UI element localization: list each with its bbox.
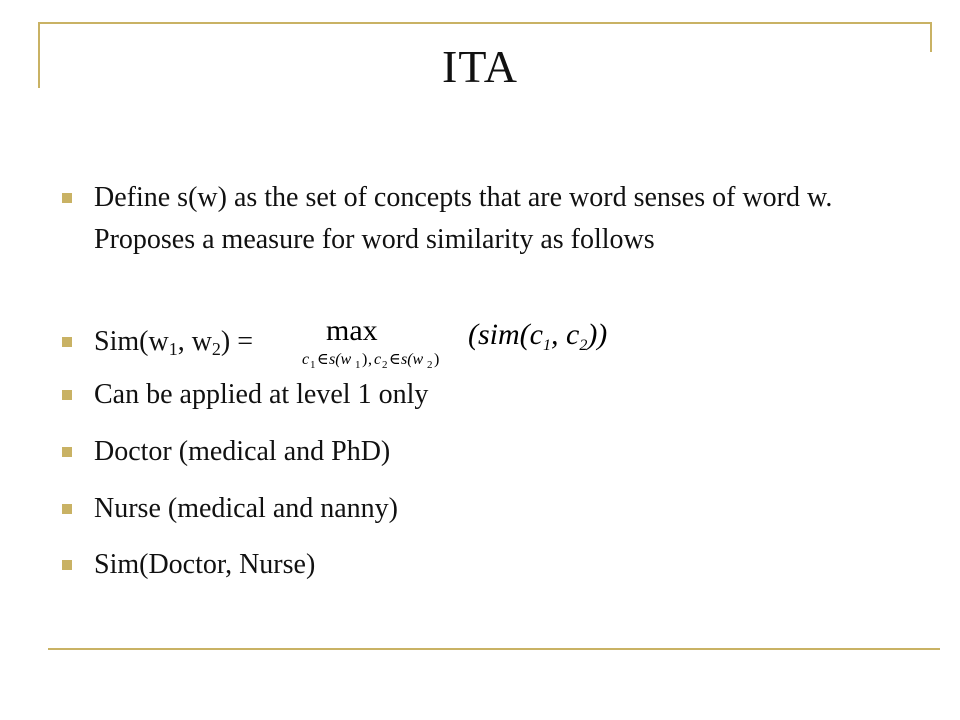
formula-s-close-2: ) [434, 351, 440, 368]
sim-mid: , w [177, 326, 212, 357]
bottom-border-line [48, 648, 940, 650]
max-operator: max [326, 314, 378, 347]
slide-title: ITA [442, 41, 518, 92]
formula-c2: c [374, 351, 382, 368]
max-formula [268, 306, 668, 380]
bullet-nurse: Nurse (medical and nanny) [94, 493, 398, 524]
formula-body [468, 318, 607, 354]
sim-sub-1: 1 [168, 339, 178, 359]
formula-in-2: ∈ [389, 351, 401, 368]
top-border-line [38, 22, 932, 24]
sim-suffix: ) = [220, 326, 254, 357]
bullet-doctor: Doctor (medical and PhD) [94, 436, 391, 467]
formula-body-open: (sim(c [468, 318, 543, 351]
formula-s-open-1: s(w [329, 351, 352, 368]
bullet-level-1: Can be applied at level 1 only [94, 379, 429, 410]
sim-prefix: Sim(w [94, 326, 169, 357]
formula-s-open-2: s(w [401, 351, 424, 368]
formula-s-close-1: ) [362, 351, 368, 368]
formula-w1-sub: 1 [355, 359, 361, 371]
bullet-marker-icon [62, 193, 72, 203]
formula-comma: , [368, 351, 372, 368]
bullet-sim-doctor-nurse: Sim(Doctor, Nurse) [94, 549, 316, 580]
formula-body-sub1: 1 [542, 337, 551, 354]
bullet-definition: Define s(w) as the set of concepts that are word senses of word w. Proposes a measure for word similarity as follows [94, 182, 833, 255]
bullet-marker-icon [62, 504, 72, 514]
bullet-marker-icon [62, 337, 72, 347]
sim-sub-2: 2 [211, 339, 221, 359]
bullet-marker-icon [62, 390, 72, 400]
formula-c1-sub: 1 [310, 359, 316, 371]
formula-body-sep: , c [550, 318, 580, 351]
bullet-marker-icon [62, 560, 72, 570]
formula-c1: c [302, 351, 310, 368]
formula-body-end: )) [587, 318, 608, 351]
formula-body-sub2: 2 [579, 337, 588, 354]
formula-c2-sub: 2 [382, 359, 388, 371]
formula-in-1: ∈ [317, 351, 329, 368]
formula-w2-sub: 2 [427, 359, 433, 371]
bullet-marker-icon [62, 447, 72, 457]
